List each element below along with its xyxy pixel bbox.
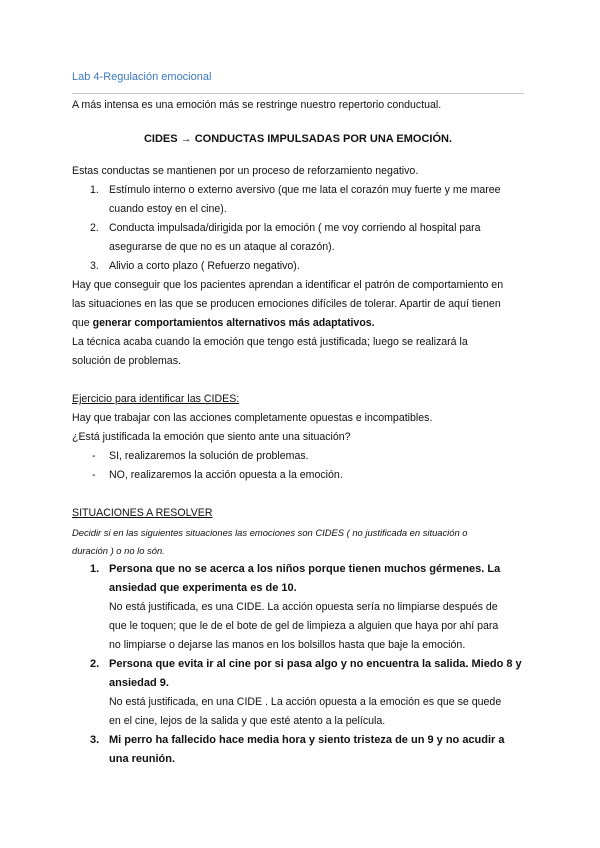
paragraph-line: Hay que conseguir que los pacientes aprendan a identificar el patrón de comportamiento en	[72, 279, 504, 291]
step-text: Alivio a corto plazo ( Refuerzo negativo).	[109, 260, 300, 272]
paragraph-line: solución de problemas.	[72, 355, 181, 367]
step-text: Estímulo interno o externo aversivo (que me lata el corazón muy fuerte y me maree	[109, 184, 501, 196]
emphasized-text: generar comportamientos alternativos más adaptativos.	[92, 317, 375, 329]
situation-number: 1.	[90, 563, 100, 575]
header-divider	[72, 93, 524, 94]
intro-text: A más intensa es una emoción más se restringe nuestro repertorio conductual.	[72, 99, 442, 111]
bullet-dash: -	[92, 450, 96, 462]
bullet-text: SI, realizaremos la solución de problemas.	[109, 450, 309, 462]
situation-question: ansiedad que experimenta es de 10.	[109, 582, 297, 594]
situation-answer: no limpiarse o dejarse las manos en los bolsillos hasta que baje la emoción.	[109, 639, 466, 651]
step-number: 3.	[90, 260, 99, 272]
paragraph-line: las situaciones en las que se producen emociones difíciles de tolerar. Apartir de aquí tienen	[72, 298, 501, 310]
situation-question: Mi perro ha fallecido hace media hora y siento tristeza de un 9 y no acudir a	[109, 734, 505, 746]
situation-question: una reunión.	[109, 753, 175, 765]
situation-question: ansiedad 9.	[109, 677, 169, 689]
situation-answer: No está justificada, en una CIDE . La acción opuesta a la emoción es que se quede	[109, 696, 502, 708]
step-text: cuando estoy en el cine).	[109, 203, 227, 215]
step-number: 2.	[90, 222, 99, 234]
situation-answer: No está justificada, es una CIDE. La acción opuesta sería no limpiarse después de	[109, 601, 498, 613]
paragraph-reforzamiento: Estas conductas se mantienen por un proceso de reforzamiento negativo.	[72, 165, 419, 177]
situations-heading: SITUACIONES A RESOLVER	[72, 507, 213, 519]
step-number: 1.	[90, 184, 99, 196]
section-title: CIDES → CONDUCTAS IMPULSADAS POR UNA EMOCIÓN.	[143, 133, 452, 145]
situation-number: 2.	[90, 658, 100, 670]
situation-answer: que le toquen; que le de el bote de gel de limpieza a alguien que haya por ahí para	[109, 620, 499, 632]
situation-question: Persona que no se acerca a los niños porque tienen muchos gérmenes. La	[109, 563, 501, 575]
bullet-dash: -	[92, 469, 96, 481]
step-text: asegurarse de que no es un ataque al corazón).	[109, 241, 335, 253]
document-header-title: Lab 4-Regulación emocional	[72, 71, 212, 83]
exercise-text: Hay que trabajar con las acciones completamente opuestas e incompatibles.	[72, 412, 433, 424]
situations-instructions: Decidir si en las siguientes situaciones las emociones son CIDES ( no justificada en situación o	[72, 527, 468, 538]
paragraph-text: que	[72, 317, 93, 329]
paragraph-line	[72, 314, 375, 333]
step-text: Conducta impulsada/dirigida por la emoción ( me voy corriendo al hospital para	[109, 222, 481, 234]
situation-number: 3.	[90, 734, 100, 746]
situation-question: Persona que evita ir al cine por si pasa algo y no encuentra la salida. Miedo 8 y	[109, 658, 522, 670]
exercise-question: ¿Está justificada la emoción que siento ante una situación?	[72, 431, 351, 443]
situation-answer: en el cine, lejos de la salida y que esté atento a la película.	[109, 715, 386, 727]
exercise-heading: Ejercicio para identificar las CIDES:	[72, 393, 240, 405]
bullet-text: NO, realizaremos la acción opuesta a la emoción.	[109, 469, 343, 481]
situations-instructions: duración ) o no lo són.	[72, 545, 165, 556]
paragraph-line: La técnica acaba cuando la emoción que tengo está justificada; luego se realizará la	[72, 336, 468, 348]
